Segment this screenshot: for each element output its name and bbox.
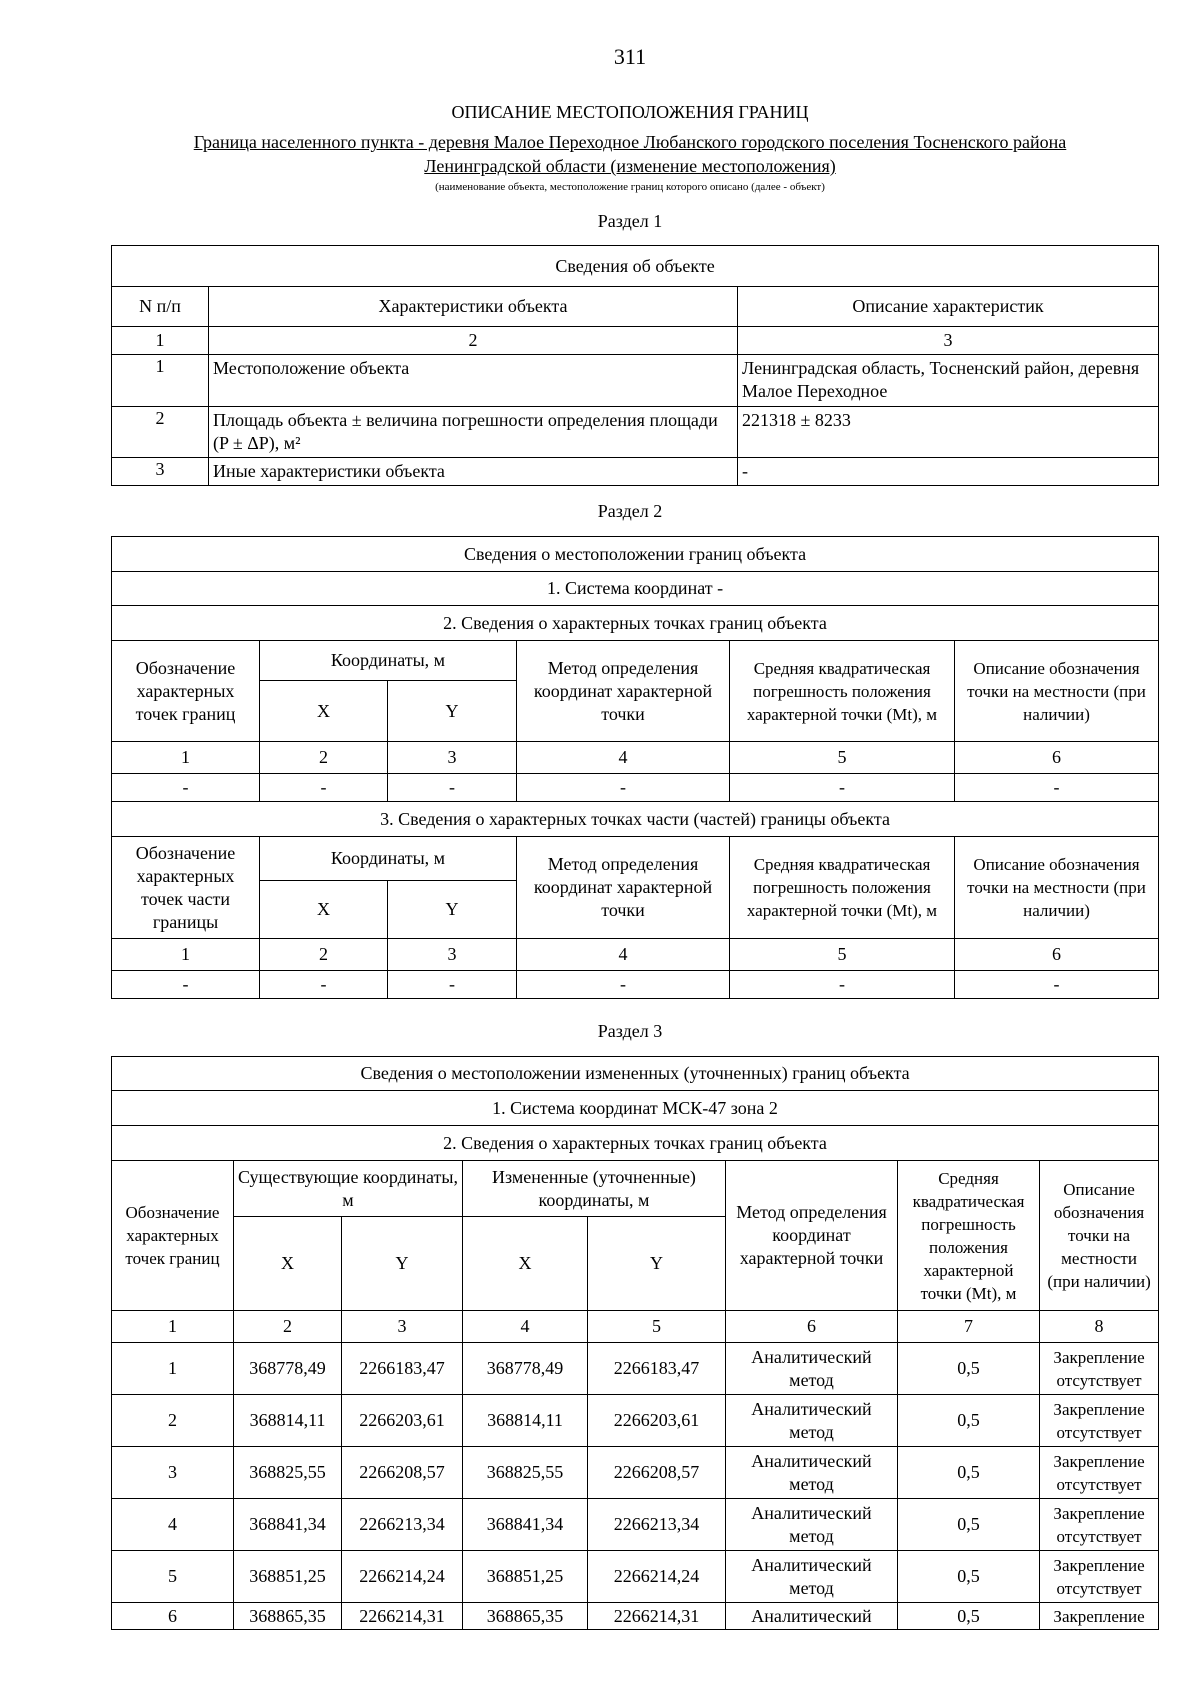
table-row	[112, 1343, 1159, 1395]
existing-y: 2266214,24	[342, 1551, 463, 1603]
row-name: Иные характеристики объекта	[209, 458, 738, 486]
empty-cell: -	[260, 774, 388, 802]
col-number: 2	[260, 939, 388, 971]
header-point-description: Описание обозначения точки на местности (при наличии)	[955, 641, 1159, 742]
point-description: Закрепление отсутствует	[1040, 1499, 1159, 1551]
method: Аналитический метод	[726, 1551, 898, 1603]
changed-y: 2266214,24	[588, 1551, 726, 1603]
col-number: 4	[517, 742, 730, 774]
header-point-description: Описание обозначения точки на местности (при наличии)	[955, 837, 1159, 939]
point-description: Закрепление отсутствует	[1040, 1551, 1159, 1603]
header-error: Средняя квадратическая погрешность положения характерной точки (Mt), м	[730, 837, 955, 939]
section3-table-title: Сведения о местоположении измененных (уточненных) границ объекта	[112, 1057, 1159, 1091]
header-point-description: Описание обозначения точки на местности (при наличии)	[1040, 1161, 1159, 1311]
point-description: Закрепление	[1040, 1603, 1159, 1630]
existing-y: 2266183,47	[342, 1343, 463, 1395]
header-existing-coordinates: Существующие координаты, м	[234, 1161, 463, 1217]
col-number: 2	[209, 327, 738, 355]
col-number: 1	[112, 939, 260, 971]
section1-table-title: Сведения об объекте	[112, 246, 1159, 287]
existing-x: 368841,34	[234, 1499, 342, 1551]
section3-table	[111, 1056, 1159, 1630]
empty-cell: -	[388, 971, 517, 999]
header-method: Метод определения координат характерной точки	[517, 641, 730, 742]
header-description: Описание характеристик	[738, 287, 1159, 327]
header-error: Средняя квадратическая погрешность положения характерной точки (Mt), м	[898, 1161, 1040, 1311]
point-number: 5	[112, 1551, 234, 1603]
col-number: 4	[517, 939, 730, 971]
existing-x: 368851,25	[234, 1551, 342, 1603]
existing-x: 368778,49	[234, 1343, 342, 1395]
table-row	[112, 971, 1159, 999]
header-y: Y	[388, 881, 517, 939]
header-changed-coordinates: Измененные (уточненные) координаты, м	[463, 1161, 726, 1217]
changed-x: 368825,55	[463, 1447, 588, 1499]
row-name: Площадь объекта ± величина погрешности определения площади (P ± ΔP), м²	[209, 407, 738, 458]
coord-system: 1. Система координат -	[112, 572, 1159, 606]
header-y: Y	[388, 681, 517, 742]
table-row	[112, 458, 1159, 486]
row-name: Местоположение объекта	[209, 355, 738, 407]
row-value: -	[738, 458, 1159, 486]
empty-cell: -	[955, 774, 1159, 802]
col-number: 2	[260, 742, 388, 774]
empty-cell: -	[112, 971, 260, 999]
point-description: Закрепление отсутствует	[1040, 1343, 1159, 1395]
header-coordinates: Координаты, м	[260, 837, 517, 881]
existing-x: 368825,55	[234, 1447, 342, 1499]
table-row	[112, 1603, 1159, 1630]
error-mt: 0,5	[898, 1343, 1040, 1395]
header-n: N п/п	[112, 287, 209, 327]
row-number: 2	[112, 407, 209, 458]
error-mt: 0,5	[898, 1499, 1040, 1551]
point-description: Закрепление отсутствует	[1040, 1395, 1159, 1447]
points-title: 2. Сведения о характерных точках границ объекта	[112, 1126, 1159, 1161]
col-number: 3	[738, 327, 1159, 355]
col-number: 6	[955, 939, 1159, 971]
col-number: 6	[726, 1311, 898, 1343]
changed-x: 368851,25	[463, 1551, 588, 1603]
changed-x: 368865,35	[463, 1603, 588, 1630]
empty-cell: -	[388, 774, 517, 802]
section1-label: Раздел 1	[597, 211, 663, 231]
subtitle-line-2: Ленинградской области (изменение местоположения)	[424, 156, 836, 176]
changed-y: 2266214,31	[588, 1603, 726, 1630]
existing-y: 2266203,61	[342, 1395, 463, 1447]
row-number: 3	[112, 458, 209, 486]
subtitle-line-1: Граница населенного пункта - деревня Малое Переходное Любанского городского поселения Тосненского района	[193, 132, 1067, 152]
empty-cell: -	[517, 774, 730, 802]
header-y-existing: Y	[342, 1217, 463, 1311]
header-characteristic: Характеристики объекта	[209, 287, 738, 327]
header-method: Метод определения координат характерной точки	[726, 1161, 898, 1311]
table-row	[112, 407, 1159, 458]
point-description: Закрепление отсутствует	[1040, 1447, 1159, 1499]
changed-x: 368841,34	[463, 1499, 588, 1551]
col-number: 7	[898, 1311, 1040, 1343]
existing-y: 2266214,31	[342, 1603, 463, 1630]
header-x: X	[260, 881, 388, 939]
header-y-changed: Y	[588, 1217, 726, 1311]
changed-x: 368778,49	[463, 1343, 588, 1395]
method: Аналитический метод	[726, 1499, 898, 1551]
col-number: 1	[112, 327, 209, 355]
row-value: 221318 ± 8233	[738, 407, 1159, 458]
header-point-designation: Обозначение характерных точек границ	[112, 1161, 234, 1311]
col-number: 1	[112, 1311, 234, 1343]
table-row	[112, 1395, 1159, 1447]
header-method: Метод определения координат характерной точки	[517, 837, 730, 939]
document-title: ОПИСАНИЕ МЕСТОПОЛОЖЕНИЯ ГРАНИЦ	[451, 102, 809, 122]
existing-y: 2266213,34	[342, 1499, 463, 1551]
error-mt: 0,5	[898, 1603, 1040, 1630]
method: Аналитический	[726, 1603, 898, 1630]
empty-cell: -	[517, 971, 730, 999]
row-number: 1	[112, 355, 209, 407]
col-number: 3	[388, 939, 517, 971]
col-number: 8	[1040, 1311, 1159, 1343]
header-part-point-designation: Обозначение характерных точек части границы	[112, 837, 260, 939]
section2-label: Раздел 2	[597, 501, 663, 521]
error-mt: 0,5	[898, 1447, 1040, 1499]
changed-y: 2266183,47	[588, 1343, 726, 1395]
section1-table	[111, 245, 1159, 486]
section2-table	[111, 536, 1159, 999]
error-mt: 0,5	[898, 1551, 1040, 1603]
point-number: 1	[112, 1343, 234, 1395]
document-subtitle	[110, 130, 1150, 178]
page-number: 311	[613, 44, 647, 69]
parts-title: 3. Сведения о характерных точках части (частей) границы объекта	[112, 802, 1159, 837]
col-number: 5	[588, 1311, 726, 1343]
existing-x: 368814,11	[234, 1395, 342, 1447]
changed-x: 368814,11	[463, 1395, 588, 1447]
row-value: Ленинградская область, Тосненский район, деревня Малое Переходное	[738, 355, 1159, 407]
section3-label: Раздел 3	[597, 1021, 663, 1041]
point-number: 2	[112, 1395, 234, 1447]
error-mt: 0,5	[898, 1395, 1040, 1447]
col-number: 1	[112, 742, 260, 774]
header-x: X	[260, 681, 388, 742]
existing-x: 368865,35	[234, 1603, 342, 1630]
header-x-existing: X	[234, 1217, 342, 1311]
empty-cell: -	[260, 971, 388, 999]
section2-table-title: Сведения о местоположении границ объекта	[112, 537, 1159, 572]
table-row	[112, 355, 1159, 407]
table-row	[112, 774, 1159, 802]
col-number: 2	[234, 1311, 342, 1343]
point-number: 3	[112, 1447, 234, 1499]
col-number: 5	[730, 742, 955, 774]
header-error: Средняя квадратическая погрешность положения характерной точки (Mt), м	[730, 641, 955, 742]
coord-system: 1. Система координат МСК-47 зона 2	[112, 1091, 1159, 1126]
method: Аналитический метод	[726, 1447, 898, 1499]
existing-y: 2266208,57	[342, 1447, 463, 1499]
col-number: 6	[955, 742, 1159, 774]
changed-y: 2266213,34	[588, 1499, 726, 1551]
changed-y: 2266208,57	[588, 1447, 726, 1499]
empty-cell: -	[730, 774, 955, 802]
method: Аналитический метод	[726, 1343, 898, 1395]
col-number: 3	[342, 1311, 463, 1343]
point-number: 4	[112, 1499, 234, 1551]
header-point-designation: Обозначение характерных точек границ	[112, 641, 260, 742]
table-row	[112, 1551, 1159, 1603]
changed-y: 2266203,61	[588, 1395, 726, 1447]
col-number: 3	[388, 742, 517, 774]
document-caption: (наименование объекта, местоположение границ которого описано (далее - объект)	[435, 181, 825, 193]
method: Аналитический метод	[726, 1395, 898, 1447]
header-x-changed: X	[463, 1217, 588, 1311]
col-number: 5	[730, 939, 955, 971]
points-title: 2. Сведения о характерных точках границ объекта	[112, 606, 1159, 641]
empty-cell: -	[112, 774, 260, 802]
col-number: 4	[463, 1311, 588, 1343]
empty-cell: -	[955, 971, 1159, 999]
header-coordinates: Координаты, м	[260, 641, 517, 681]
empty-cell: -	[730, 971, 955, 999]
point-number: 6	[112, 1603, 234, 1630]
table-row	[112, 1499, 1159, 1551]
table-row	[112, 1447, 1159, 1499]
